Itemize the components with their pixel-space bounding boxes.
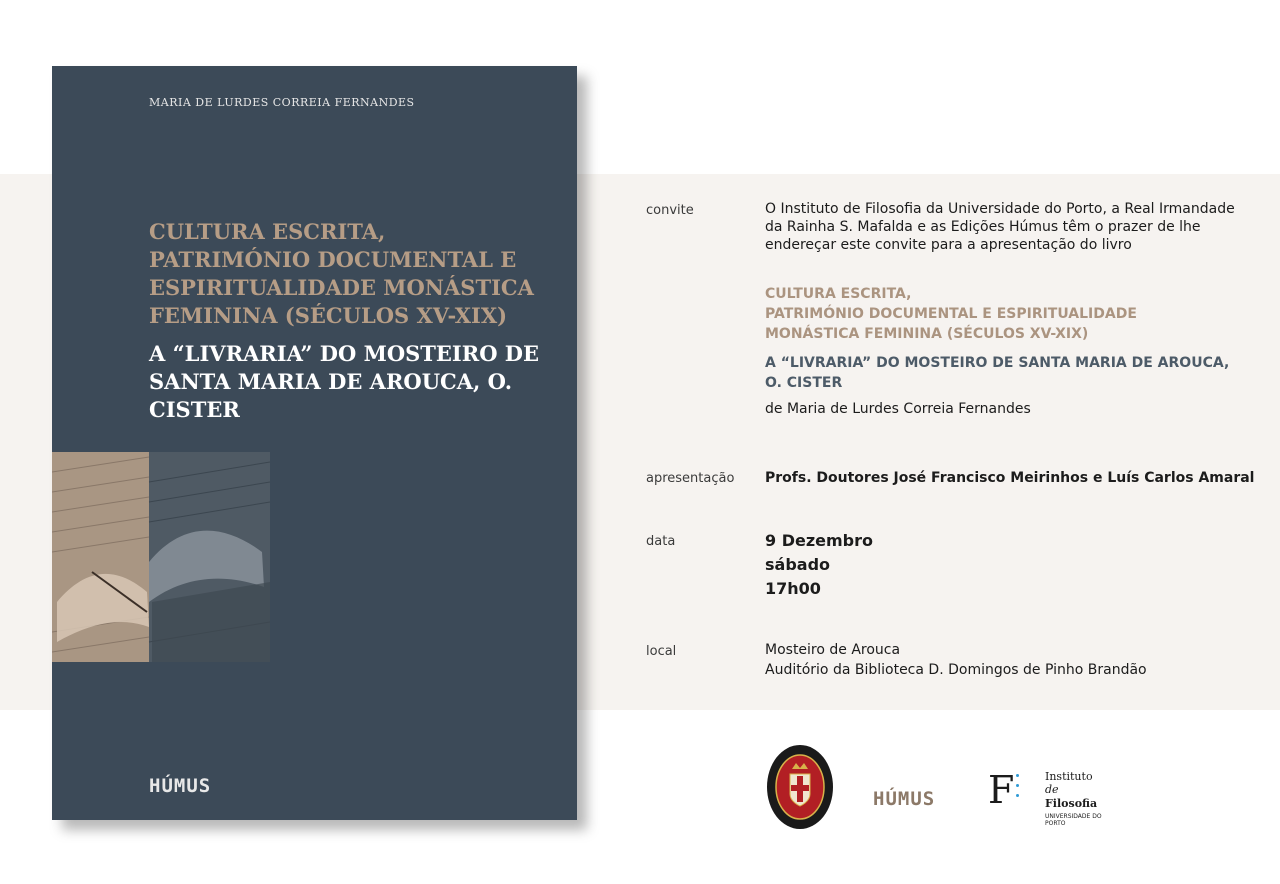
invite-title-line3: MONÁSTICA FEMININA (SÉCULOS XV-XIX) [765, 326, 1089, 342]
dots-icon [1016, 774, 1019, 804]
book-cover [52, 66, 577, 820]
apresentacao-text: Profs. Doutores José Francisco Meirinhos e Luís Carlos Amaral [765, 470, 1255, 486]
convite-label: convite [646, 203, 694, 218]
book-publisher-logo: HÚMUS [149, 775, 212, 797]
if-logo-line2: de [1045, 783, 1059, 796]
book-author: MARIA DE LURDES CORREIA FERNANDES [149, 96, 415, 109]
date-time: 17h00 [765, 579, 821, 598]
convite-text: O Instituto de Filosofia da Universidade do Porto, a Real Irmandade da Rainha S. Mafalda e as Edições Húmus têm o prazer de lhe endereçar este convite para a apresentação do livro [765, 201, 1235, 253]
invite-subtitle-line1: A “LIVRARIA” DO MOSTEIRO DE SANTA MARIA DE AROUCA, [765, 355, 1230, 371]
book-title: CULTURA ESCRITA, PATRIMÓNIO DOCUMENTAL E ESPIRITUALIDADE MONÁSTICA FEMININA (SÉCULOS XV-XIX) [149, 219, 534, 328]
data-label: data [646, 534, 676, 549]
book-subtitle: A “LIVRARIA” DO MOSTEIRO DE SANTA MARIA DE AROUCA, O. CISTER [149, 341, 540, 422]
invite-subtitle-line2: O. CISTER [765, 375, 843, 391]
if-logo-line1: Instituto [1045, 770, 1093, 783]
invite-title-line1: CULTURA ESCRITA, [765, 286, 912, 302]
local-label: local [646, 644, 677, 659]
date-weekday: sábado [765, 555, 831, 574]
date-day: 9 Dezembro [765, 531, 874, 550]
if-logo-line4: UNIVERSIDADE DO PORTO [1045, 813, 1102, 827]
humus-logo: HÚMUS [873, 788, 936, 810]
local-line1: Mosteiro de Arouca [765, 642, 901, 658]
f-letter-icon: F [988, 768, 1015, 812]
apresentacao-label: apresentação [646, 471, 735, 486]
instituto-filosofia-logo [988, 770, 1108, 830]
if-logo-line3: Filosofia [1045, 797, 1098, 810]
invite-byline: de Maria de Lurdes Correia Fernandes [765, 401, 1031, 417]
local-line2: Auditório da Biblioteca D. Domingos de Pinho Brandão [765, 662, 1147, 678]
engraving-image [52, 452, 270, 662]
invite-title-line2: PATRIMÓNIO DOCUMENTAL E ESPIRITUALIDADE [765, 306, 1137, 322]
real-irmandade-logo [766, 744, 834, 830]
